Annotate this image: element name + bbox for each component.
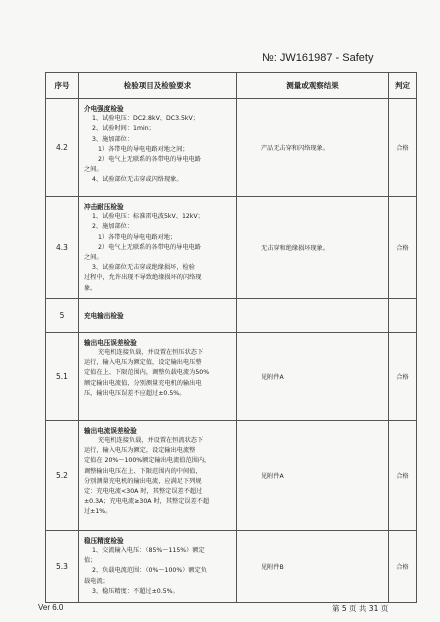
requirement-line: 充电机连接负载，并设置在恒压状态下 bbox=[98, 349, 204, 357]
requirement-line: 之间。 bbox=[84, 254, 103, 262]
item-title: 冲击耐压检验 bbox=[84, 203, 124, 211]
requirement-line: 4、试验部位无击穿或闪络现象。 bbox=[92, 176, 183, 184]
row-number: 4.3 bbox=[46, 197, 79, 299]
requirement-line: 3、施加部位： bbox=[92, 135, 134, 143]
row-number: 4.2 bbox=[46, 99, 79, 197]
verdict-cell: 合格 bbox=[389, 530, 417, 602]
requirement-line: 1、交流输入电压：（85%～115%）额定 bbox=[92, 547, 205, 555]
requirement-line: ±0.3A；充电电流≥30A 时，其整定误差不超 bbox=[84, 498, 210, 506]
requirement-line: 1、试验电压：DC2.8kV、DC3.5kV； bbox=[92, 115, 199, 123]
requirement-line: 2、负载电流范围：（0%～100%）额定负 bbox=[92, 567, 207, 575]
requirement-line: 压，输出电压误差不应超过±0.5%。 bbox=[84, 389, 186, 397]
table-row bbox=[46, 298, 417, 332]
requirement-line: 值； bbox=[84, 557, 97, 565]
item-requirements bbox=[79, 99, 237, 197]
requirement-line: 额定输出电流值，分别测量充电机的输出电 bbox=[84, 379, 202, 387]
requirement-line: 1、试验电压：标准雷电波5kV、12kV； bbox=[92, 213, 204, 221]
requirement-line: 定值在上、下限范围内，调整负载电流为50% bbox=[84, 369, 210, 377]
requirement-line: 运行，输入电压为额定值，设定输出电压整 bbox=[84, 359, 202, 367]
result-cell: 见附件B bbox=[237, 530, 389, 602]
requirement-line: 分别测量充电机的输出电流，应满足下列规 bbox=[84, 477, 202, 485]
table-row bbox=[46, 99, 417, 197]
verdict-cell bbox=[389, 298, 417, 332]
table-row bbox=[46, 197, 417, 299]
version-label: Ver 6.0 bbox=[38, 603, 64, 612]
item-title: 稳压精度检验 bbox=[84, 536, 124, 545]
item-title: 充电输出检验 bbox=[84, 311, 124, 320]
requirement-line: 1）各带电的导电电路对地之间； bbox=[98, 145, 189, 153]
item-requirements bbox=[79, 420, 237, 530]
row-number: 5.2 bbox=[46, 420, 79, 530]
table-row bbox=[46, 332, 417, 420]
row-number: 5 bbox=[46, 298, 79, 332]
requirement-line: 充电机连接负载，并设置在恒流状态下 bbox=[98, 437, 204, 445]
requirement-line: 象。 bbox=[84, 284, 97, 292]
item-requirements bbox=[79, 197, 237, 299]
row-number: 5.3 bbox=[46, 530, 79, 602]
item-title: 输出电流误差检验 bbox=[84, 426, 137, 435]
table-row bbox=[46, 420, 417, 530]
item-requirements bbox=[79, 332, 237, 420]
requirement-line: 1）各带电的导电电路对地； bbox=[98, 233, 177, 241]
item-title: 输出电压误差检验 bbox=[84, 338, 137, 347]
requirement-line: 过程中，允许出现不导致绝缘损坏的闪络现 bbox=[84, 274, 202, 282]
col-header-verdict: 判定 bbox=[389, 73, 417, 99]
row-number: 5.1 bbox=[46, 332, 79, 420]
requirement-line: 定值在 20%～100%额定输出电流值范围内， bbox=[84, 457, 211, 465]
verdict-cell: 合格 bbox=[389, 99, 417, 197]
requirement-line: 3、稳压精度：不超过±0.5%。 bbox=[92, 587, 179, 595]
inspection-table bbox=[45, 72, 417, 603]
result-cell bbox=[237, 298, 389, 332]
result-cell: 见附件A bbox=[237, 420, 389, 530]
result-cell: 无击穿和绝缘损坏现象。 bbox=[237, 197, 389, 299]
requirement-line: 3、试验部位无击穿或绝缘损坏，检验 bbox=[92, 264, 195, 272]
verdict-cell: 合格 bbox=[389, 420, 417, 530]
requirement-line: 定：充电电流<30A 时，其整定误差不超过 bbox=[84, 488, 203, 496]
requirement-line: 2）电气上无联系的各带电的导电电路 bbox=[98, 243, 201, 251]
requirement-line: 载电流； bbox=[84, 577, 109, 585]
result-cell: 见附件A bbox=[237, 332, 389, 420]
item-title: 介电强度检验 bbox=[84, 105, 124, 113]
col-header-result: 测量或观察结果 bbox=[237, 73, 389, 99]
report-number: №: JW161987 - Safety bbox=[262, 52, 374, 64]
requirement-line: 运行，输入电压为额定，设定输出电流整 bbox=[84, 447, 196, 455]
requirement-line: 调整输出电压在上、下限范围内的中间值， bbox=[84, 467, 202, 475]
item-requirements bbox=[79, 298, 237, 332]
requirement-line: 2、施加部位： bbox=[92, 223, 134, 231]
col-header-no: 序号 bbox=[46, 73, 79, 99]
result-cell: 产品无击穿和闪络现象。 bbox=[237, 99, 389, 197]
requirement-line: 过±1%。 bbox=[84, 508, 112, 516]
table-header-row bbox=[46, 73, 417, 99]
requirement-line: 2、试验时间：1min； bbox=[92, 125, 155, 133]
table-row bbox=[46, 530, 417, 602]
verdict-cell: 合格 bbox=[389, 332, 417, 420]
page-indicator: 第 5 页 共 31 页 bbox=[332, 604, 389, 613]
requirement-line: 2）电气上无联系的各带电的导电电路 bbox=[98, 156, 201, 164]
col-header-item: 检验项目及检验要求 bbox=[79, 73, 237, 99]
item-requirements bbox=[79, 530, 237, 602]
requirement-line: 之间。 bbox=[84, 166, 103, 174]
verdict-cell: 合格 bbox=[389, 197, 417, 299]
